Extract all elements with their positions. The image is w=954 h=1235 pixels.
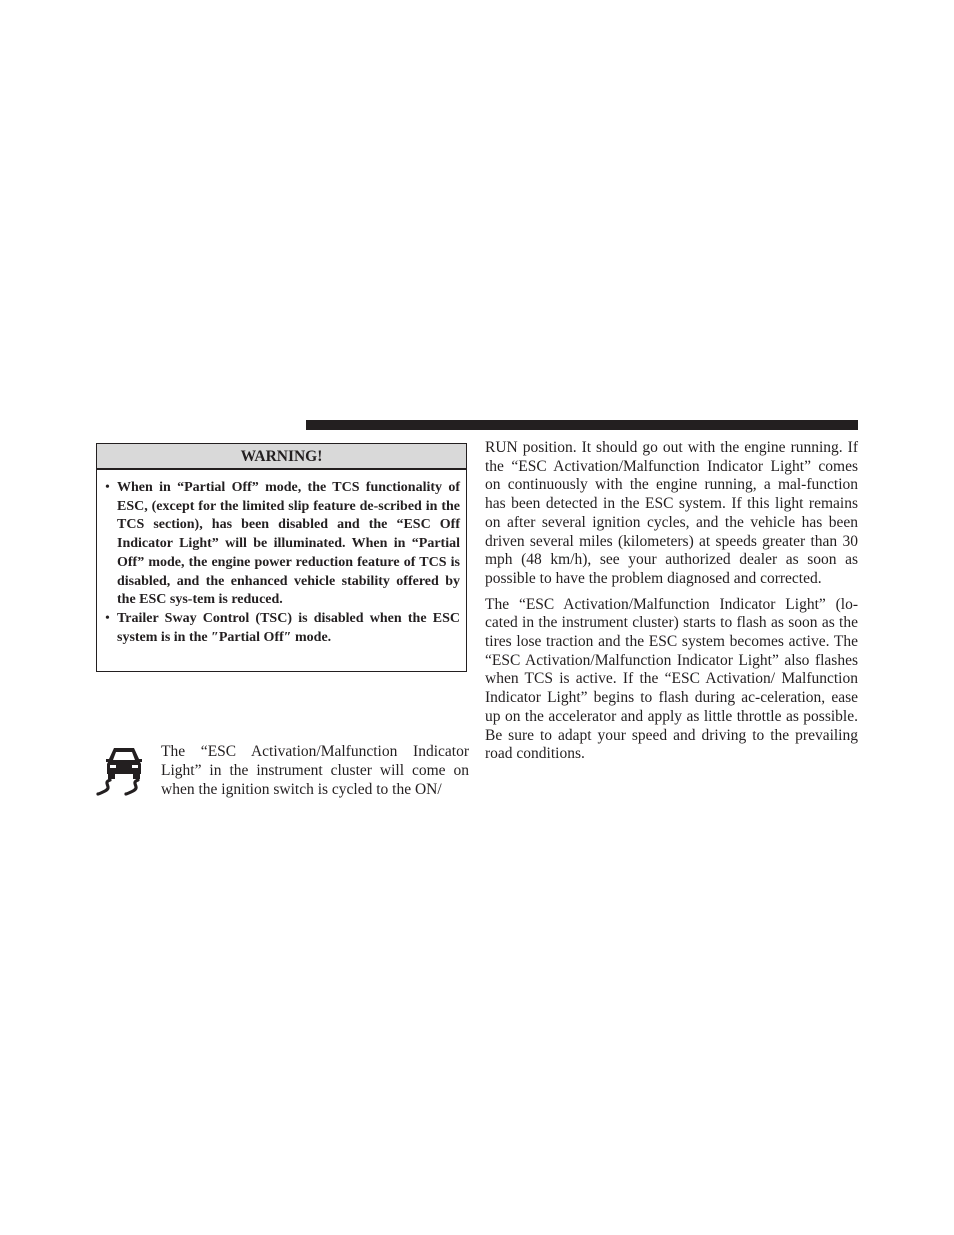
warning-title: WARNING! bbox=[97, 444, 466, 470]
warning-item bbox=[103, 610, 460, 647]
indicator-description-paragraph: The “ESC Activation/Malfunction Indicator Light” in the instrument cluster will come on when the ignition switch is cycled to the ON/ bbox=[161, 743, 469, 798]
warning-item-text: Trailer Sway Control (TSC) is disabled when the ESC system is in the ″Partial Off″ mode. bbox=[117, 610, 460, 645]
section-header-rule bbox=[306, 420, 858, 430]
right-column bbox=[485, 439, 858, 771]
bullet-icon: • bbox=[105, 610, 110, 626]
body-paragraph: The “ESC Activation/Malfunction Indicator Light” (lo-cated in the instrument cluster) starts to flash as soon as the tires lose traction and the ESC system becomes active. The “ESC Activation/Malfunction Indicator Light” also flashes when TCS is active. If the “ESC Activation/ Malfunction Indicator Light” begins to flash during ac-celeration, ease up on the accelerator and apply as little throttle as possible. Be sure to adapt your speed and driving to the prevailing road conditions. bbox=[485, 595, 858, 763]
warning-item bbox=[103, 479, 460, 610]
body-paragraph: RUN position. It should go out with the engine running. If the “ESC Activation/Malfunction Indicator Light” comes on continuously with the engine running, a mal-function has been detected in the ESC system. If this light remains on after several ignition cycles, and the vehicle has been driven several miles (kilometers) at speeds greater than 30 mph (48 km/h), see your authorized dealer as soon as possible to have the problem diagnosed and corrected. bbox=[485, 439, 858, 587]
warning-item-text: When in “Partial Off” mode, the TCS functionality of ESC, (except for the limited slip feature de-scribed in the TCS section), has been disabled and the “ESC Off Indicator Light” will be illuminated. When in “Partial Off” mode, the engine power reduction feature of TCS is disabled, and the enhanced vehicle stability offered by the ESC sys-tem is reduced. bbox=[117, 480, 460, 608]
esc-activation-malfunction-indicator-icon bbox=[96, 742, 152, 798]
warning-list bbox=[97, 470, 466, 647]
bullet-icon: • bbox=[105, 480, 110, 495]
warning-box bbox=[96, 443, 467, 672]
